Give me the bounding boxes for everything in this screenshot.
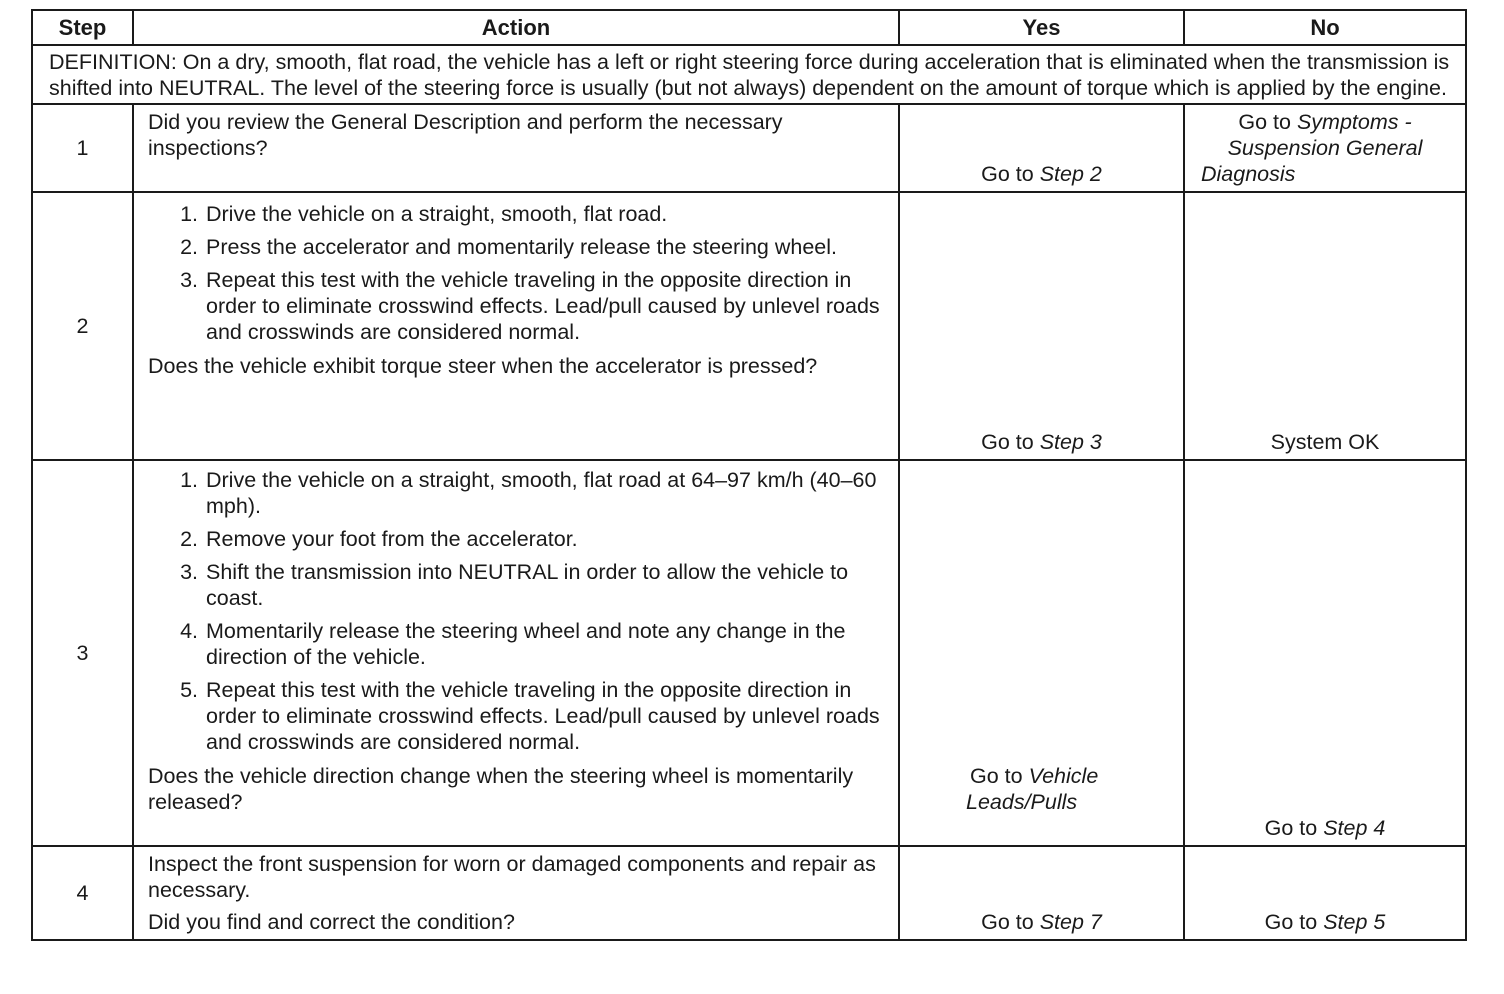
list-item: 2. Press the accelerator and momentarily release the steering wheel.: [204, 234, 888, 260]
step-row-3: [32, 460, 1466, 846]
step-row-2: [32, 192, 1466, 460]
no-prefix: Go to: [1238, 110, 1297, 134]
list-item: 3. Shift the transmission into NEUTRAL in order to allow the vehicle to coast.: [204, 559, 888, 611]
yes-prefix: Go to: [981, 162, 1040, 186]
yes-reference: Step 7: [1039, 910, 1102, 934]
no-reference-line3: Diagnosis: [1201, 162, 1296, 186]
step-instruction: Inspect the front suspension for worn or damaged components and repair as necessary.: [148, 852, 876, 902]
diagnostic-table: [31, 9, 1467, 941]
yes-prefix: Go to: [970, 764, 1029, 788]
yes-result: [899, 104, 1184, 192]
step-question: Does the vehicle exhibit torque steer when the accelerator is pressed?: [148, 354, 818, 378]
definition-row: [32, 45, 1466, 104]
no-reference: Step 5: [1323, 910, 1386, 934]
step-question: Did you review the General Description and perform the necessary inspections?: [148, 110, 783, 160]
step-row-1: [32, 104, 1466, 192]
step-number: 1: [32, 104, 133, 192]
header-step: Step: [32, 10, 133, 45]
header-yes: Yes: [899, 10, 1184, 45]
list-item: 3. Repeat this test with the vehicle traveling in the opposite direction in order to eliminate crosswind effects. Lead/pull caused by unlevel roads and crosswinds are considered normal.: [204, 267, 888, 345]
no-reference-line2: Suspension General: [1227, 136, 1423, 160]
yes-reference: Step 2: [1039, 162, 1102, 186]
no-prefix: Go to: [1264, 816, 1324, 840]
yes-reference-line1: Vehicle: [1028, 764, 1099, 788]
procedure-list: [148, 467, 888, 755]
step-question: Does the vehicle direction change when the steering wheel is momentarily released?: [148, 764, 854, 814]
header-no: No: [1184, 10, 1466, 45]
header-row: [32, 10, 1466, 45]
no-reference-line1: Symptoms -: [1296, 110, 1412, 134]
yes-result: [899, 846, 1184, 940]
procedure-list: [148, 201, 888, 345]
no-reference: Step 4: [1323, 816, 1386, 840]
yes-prefix: Go to: [981, 910, 1040, 934]
definition-text: DEFINITION: On a dry, smooth, flat road, the vehicle has a left or right steering force during acceleration that is eliminated when the transmission is shifted into NEUTRAL. The level of the steering force is usually (but not always) dependent on the amount of torque which is applied by the engine.: [32, 45, 1466, 104]
list-item: 1. Drive the vehicle on a straight, smooth, flat road at 64–97 km/h (40–60 mph).: [204, 467, 888, 519]
no-prefix: Go to: [1264, 910, 1324, 934]
step-question: Did you find and correct the condition?: [148, 910, 515, 934]
yes-reference: Step 3: [1039, 430, 1102, 454]
step-action: [133, 846, 899, 940]
yes-result: [899, 460, 1184, 846]
list-item: 5. Repeat this test with the vehicle traveling in the opposite direction in order to eliminate crosswind effects. Lead/pull caused by unlevel roads and crosswinds are considered normal.: [204, 677, 888, 755]
no-result: [1184, 460, 1466, 846]
yes-prefix: Go to: [981, 430, 1040, 454]
step-action: [133, 460, 899, 846]
no-result: [1184, 104, 1466, 192]
step-action: [133, 192, 899, 460]
no-result: System OK: [1184, 192, 1466, 460]
yes-result: [899, 192, 1184, 460]
list-item: 1. Drive the vehicle on a straight, smooth, flat road.: [204, 201, 888, 227]
no-result: [1184, 846, 1466, 940]
step-row-4: [32, 846, 1466, 940]
step-number: 3: [32, 460, 133, 846]
yes-reference-line2: Leads/Pulls: [966, 790, 1078, 814]
step-number: 4: [32, 846, 133, 940]
list-item: 4. Momentarily release the steering wheel and note any change in the direction of the vehicle.: [204, 618, 888, 670]
step-action: [133, 104, 899, 192]
list-item: 2. Remove your foot from the accelerator.: [204, 526, 888, 552]
header-action: Action: [133, 10, 899, 45]
step-number: 2: [32, 192, 133, 460]
